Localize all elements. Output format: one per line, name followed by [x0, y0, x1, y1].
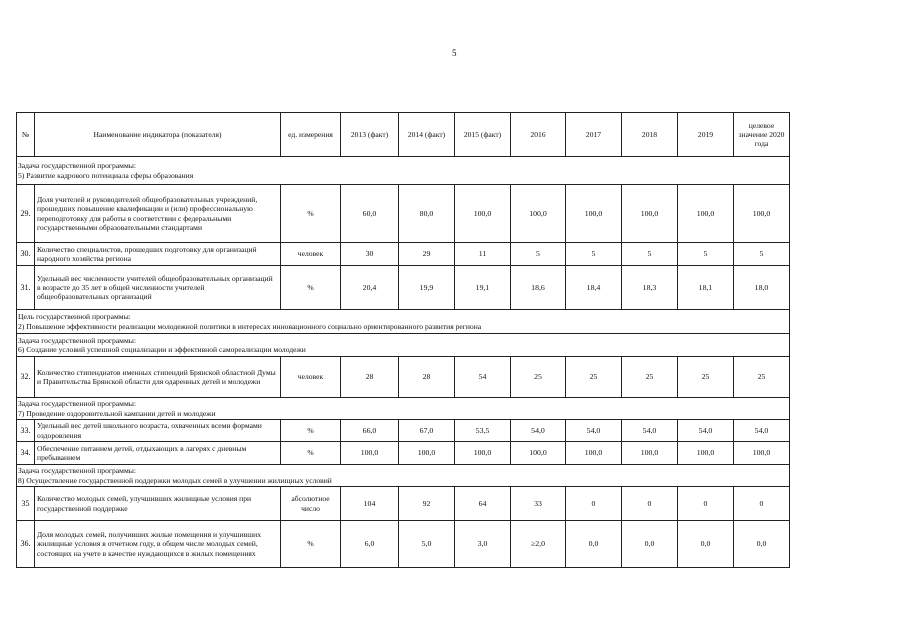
indicator-value: 25: [566, 357, 622, 398]
header-name: Наименование индикатора (показателя): [35, 113, 281, 157]
row-number: 34.: [17, 442, 35, 465]
indicator-value: 28: [341, 357, 399, 398]
indicator-value: 20,4: [341, 266, 399, 310]
page-number: 5: [452, 48, 457, 58]
indicator-value: 29: [399, 243, 455, 266]
indicator-unit: %: [281, 442, 341, 465]
indicator-value: 100,0: [622, 442, 678, 465]
row-number: 31.: [17, 266, 35, 310]
section-row: [17, 310, 790, 334]
indicator-value: 5: [622, 243, 678, 266]
indicator-unit: человек: [281, 357, 341, 398]
indicator-value: 100,0: [455, 185, 511, 243]
indicator-name: Доля учителей и руководителей общеобразовательных учреждений, прошедших повышение квалификации и (или) профессиональную переподготовку для работы в соответствии с федеральными государственными образовательными стандартами: [35, 185, 281, 243]
indicator-unit: %: [281, 420, 341, 442]
indicator-value: 100,0: [678, 185, 734, 243]
indicator-row: [17, 185, 790, 243]
header-year: 2015 (факт): [455, 113, 511, 157]
indicator-value: 54: [455, 357, 511, 398]
indicator-value: 0,0: [622, 521, 678, 568]
indicator-value: 0: [734, 487, 790, 521]
indicator-value: 100,0: [566, 185, 622, 243]
section-heading: [17, 157, 790, 185]
row-number: 33.: [17, 420, 35, 442]
indicator-value: 54,0: [566, 420, 622, 442]
indicator-value: 25: [734, 357, 790, 398]
indicator-value: 54,0: [511, 420, 566, 442]
indicator-value: 100,0: [511, 442, 566, 465]
section-row: [17, 157, 790, 185]
header-year: 2018: [622, 113, 678, 157]
section-row: [17, 334, 790, 357]
indicator-value: 100,0: [566, 442, 622, 465]
indicator-name: Доля молодых семей, получивших жилые помещения и улучшивших жилищные условия в отчетном году, в общем числе молодых семей, состоящих на учете в качестве нуждающихся в жилых помещениях: [35, 521, 281, 568]
section-title: Задача государственной программы:: [18, 399, 136, 409]
indicator-value: 100,0: [678, 442, 734, 465]
indicator-row: [17, 243, 790, 266]
indicator-value: 0: [678, 487, 734, 521]
indicator-value: 5: [566, 243, 622, 266]
indicator-value: 100,0: [399, 442, 455, 465]
section-description: 7) Проведение оздоровительной кампании детей и молодежи: [18, 408, 216, 418]
section-title: Задача государственной программы:: [18, 161, 136, 171]
section-heading: [17, 398, 790, 420]
indicator-value: 60,0: [341, 185, 399, 243]
header-year: целевое значение 2020 года: [734, 113, 790, 157]
header-year: 2014 (факт): [399, 113, 455, 157]
section-description: 5) Развитие кадрового потенциала сферы образования: [18, 170, 194, 180]
section-description: 8) Осуществление государственной поддержки молодых семей в улучшении жилищных условий: [18, 475, 332, 485]
indicator-value: 0: [622, 487, 678, 521]
indicator-value: 18,6: [511, 266, 566, 310]
indicator-value: ≥2,0: [511, 521, 566, 568]
indicator-value: 64: [455, 487, 511, 521]
indicator-value: 19,9: [399, 266, 455, 310]
indicator-value: 0,0: [734, 521, 790, 568]
indicator-value: 100,0: [734, 442, 790, 465]
indicator-value: 54,0: [622, 420, 678, 442]
indicator-row: [17, 420, 790, 442]
indicator-value: 18,3: [622, 266, 678, 310]
indicator-name: Удельный вес численности учителей общеобразовательных организаций в возрасте до 35 лет в общей численности учителей общеобразовательных организаций: [35, 266, 281, 310]
indicator-value: 25: [622, 357, 678, 398]
indicator-value: 6,0: [341, 521, 399, 568]
row-number: 35: [17, 487, 35, 521]
indicator-value: 3,0: [455, 521, 511, 568]
indicator-value: 100,0: [341, 442, 399, 465]
row-number: 30.: [17, 243, 35, 266]
section-heading: [17, 334, 790, 357]
indicator-row: [17, 266, 790, 310]
indicator-value: 92: [399, 487, 455, 521]
indicator-value: 100,0: [622, 185, 678, 243]
section-description: 2) Повышение эффективности реализации молодежной политики в интересах инновационного социально ориентированного развития региона: [18, 321, 482, 331]
header-year: 2013 (факт): [341, 113, 399, 157]
indicator-value: 5: [511, 243, 566, 266]
table-body: [17, 157, 790, 568]
indicator-value: 25: [511, 357, 566, 398]
indicator-value: 18,1: [678, 266, 734, 310]
section-title: Задача государственной программы:: [18, 466, 136, 476]
indicator-unit: человек: [281, 243, 341, 266]
indicator-value: 18,4: [566, 266, 622, 310]
indicator-row: [17, 487, 790, 521]
table-header: [17, 113, 790, 157]
header-year: 2019: [678, 113, 734, 157]
indicator-value: 25: [678, 357, 734, 398]
row-number: 36.: [17, 521, 35, 568]
indicator-value: 11: [455, 243, 511, 266]
indicator-value: 67,0: [399, 420, 455, 442]
header-year: 2016: [511, 113, 566, 157]
section-row: [17, 465, 790, 487]
indicator-name: Обеспечение питанием детей, отдыхающих в лагерях с дневным пребыванием: [35, 442, 281, 465]
indicator-unit: %: [281, 185, 341, 243]
indicator-row: [17, 521, 790, 568]
indicator-value: 66,0: [341, 420, 399, 442]
indicator-table: [16, 112, 790, 568]
header-no: №: [17, 113, 35, 157]
indicator-value: 28: [399, 357, 455, 398]
indicator-value: 80,0: [399, 185, 455, 243]
section-title: Цель государственной программы:: [18, 312, 131, 322]
row-number: 32.: [17, 357, 35, 398]
indicator-value: 30: [341, 243, 399, 266]
row-number: 29.: [17, 185, 35, 243]
indicator-name: Количество специалистов, прошедших подготовку для организаций народного хозяйства региона: [35, 243, 281, 266]
section-row: [17, 398, 790, 420]
section-heading: [17, 310, 790, 334]
indicator-value: 0,0: [678, 521, 734, 568]
section-description: 6) Создание условий успешной социализации и эффективной самореализации молодежи: [18, 345, 306, 354]
indicator-name: Количество стипендиатов именных стипендий Брянской областной Думы и Правительства Брянской области для одаренных детей и молодежи: [35, 357, 281, 398]
indicator-value: 100,0: [455, 442, 511, 465]
indicator-row: [17, 357, 790, 398]
indicator-unit: абсолютное число: [281, 487, 341, 521]
indicator-value: 18,0: [734, 266, 790, 310]
indicator-value: 19,1: [455, 266, 511, 310]
indicator-name: Количество молодых семей, улучшивших жилищные условия при государственной поддержке: [35, 487, 281, 521]
indicator-row: [17, 442, 790, 465]
indicator-value: 0,0: [566, 521, 622, 568]
indicator-value: 54,0: [734, 420, 790, 442]
indicator-value: 33: [511, 487, 566, 521]
indicator-unit: %: [281, 521, 341, 568]
section-heading: [17, 465, 790, 487]
indicator-value: 5: [678, 243, 734, 266]
header-year: 2017: [566, 113, 622, 157]
indicator-value: 0: [566, 487, 622, 521]
indicator-value: 53,5: [455, 420, 511, 442]
indicator-value: 54,0: [678, 420, 734, 442]
indicator-value: 104: [341, 487, 399, 521]
indicator-value: 5: [734, 243, 790, 266]
header-unit: ед. измерения: [281, 113, 341, 157]
indicator-name: Удельный вес детей школьного возраста, охваченных всеми формами оздоровления: [35, 420, 281, 442]
indicator-value: 100,0: [511, 185, 566, 243]
indicator-value: 100,0: [734, 185, 790, 243]
indicator-unit: %: [281, 266, 341, 310]
section-title: Задача государственной программы:: [18, 335, 136, 345]
indicator-value: 5,0: [399, 521, 455, 568]
